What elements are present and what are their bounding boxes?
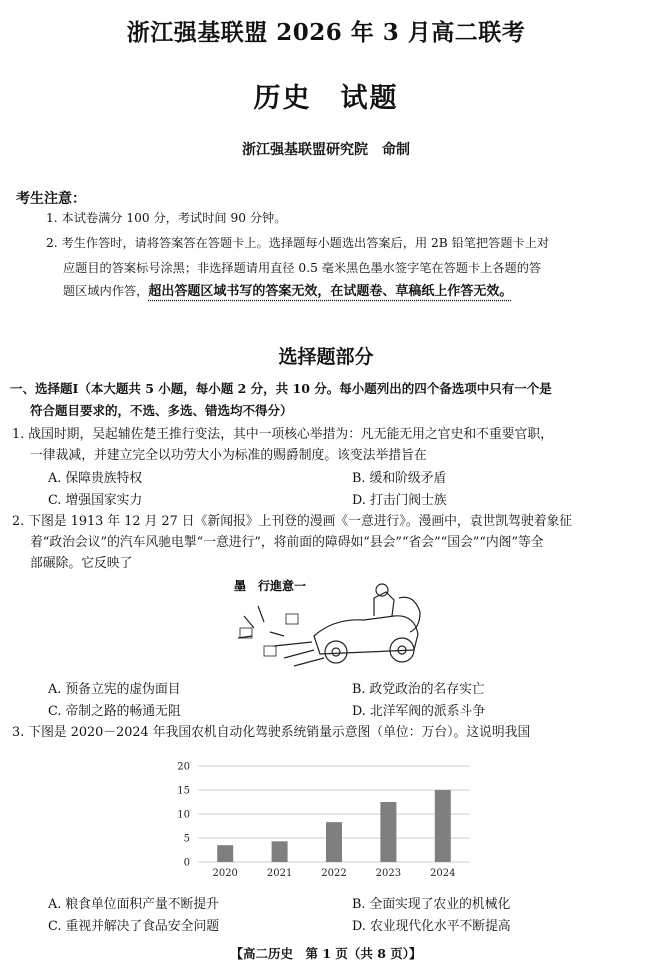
notice-item-2-cont: 应题目的答案标号涂黑；非选择题请用直径 0.5 毫米黑色墨水签字笔在答题卡上各题的答: [63, 261, 542, 275]
q2-line3: 部碾除。它反映了: [30, 556, 133, 571]
x-tick-label: 2023: [375, 868, 402, 879]
sales-bar-chart: [170, 760, 480, 882]
maker-line: 浙江强基联盟研究院 命制: [242, 142, 410, 158]
cartoon-scribbles: [240, 614, 298, 656]
q1-line1: 1. 战国时期，吴起辅佐楚王推行变法，其中一项核心举措为：凡无能无用之官史和不重要官职，: [12, 427, 553, 442]
notice-emphasis: 超出答题区域书写的答案无效，在试题卷、草稿纸上作答无效。: [148, 284, 513, 299]
q3-option-c: C. 重视并解决了食品安全问题: [48, 919, 220, 934]
x-tick-label: 2020: [212, 868, 238, 879]
page-footer: 【高二历史 第 1 页（共 8 页）】: [230, 946, 422, 961]
x-tick-label: 2024: [430, 868, 456, 879]
q3-line1: 3. 下图是 2020－2024 年我国农机自动化驾驶系统销量示意图（单位：万台）。这说明我国: [12, 725, 531, 740]
y-tick-label: 0: [183, 857, 190, 869]
bar-2024: [435, 790, 451, 862]
q1-option-c: C. 增强国家实力: [48, 493, 143, 508]
section-instructions-line2: 符合题目要求的，不选、多选、错选均不得分）: [30, 403, 293, 418]
q3-option-d: D. 农业现代化水平不断提高: [352, 919, 511, 934]
bar-2023: [380, 802, 396, 862]
q3-option-a: A. 粮食单位面积产量不断提升: [48, 897, 219, 912]
q1-option-a: A. 保障贵族特权: [48, 471, 143, 486]
q1-line2: 一律裁减，并建立完全以功劳大小为标准的赐爵制度。该变法举措旨在: [30, 448, 427, 463]
notice-plain-text: 题区域内作答，: [63, 284, 149, 298]
q2-option-b: B. 政党政治的名存实亡: [352, 682, 485, 697]
q2-option-a: A. 预备立宪的虚伪面目: [48, 682, 181, 697]
subject-title: 历史 试题: [253, 83, 399, 114]
y-tick-label: 15: [177, 785, 190, 797]
notice-item-2-last: [63, 283, 512, 300]
part-title: 选择题部分: [278, 346, 374, 368]
bar-2022: [326, 822, 342, 862]
x-tick-label: 2022: [321, 868, 347, 879]
exam-title: 浙江强基联盟 2026 年 3 月高二联考: [126, 19, 526, 46]
q1-option-d: D. 打击门阀士族: [352, 493, 447, 508]
y-tick-label: 20: [177, 761, 190, 773]
q2-line1: 2. 下图是 1913 年 12 月 27 日《新闻报》上刊登的漫画《一意进行》。漫画中，袁世凯驾驶着象征: [12, 514, 573, 529]
q2-option-d: D. 北洋军阀的派系斗争: [352, 704, 486, 719]
bar-2020: [217, 845, 233, 862]
notice-heading: 考生注意：: [16, 191, 86, 207]
x-tick-label: 2021: [266, 868, 293, 879]
q2-line2: 着“政治会议”的汽车风驰电掣“一意进行”，将前面的障碍如“县会”“省会”“国会”“内阁”等全: [30, 535, 544, 550]
cartoon-image: [224, 576, 428, 668]
section-instructions-line1: 一、选择题Ⅰ（本大题共 5 小题，每小题 2 分，共 10 分。每小题列出的四个备选项中只有一个是: [10, 381, 552, 396]
q3-option-b: B. 全面实现了农业的机械化: [352, 897, 511, 912]
notice-item-1: 1. 本试卷满分 100 分，考试时间 90 分钟。: [46, 211, 287, 225]
y-tick-label: 5: [183, 833, 190, 845]
q2-option-c: C. 帝制之路的畅通无阻: [48, 704, 181, 719]
bar-2021: [272, 841, 288, 862]
q1-option-b: B. 缓和阶级矛盾: [352, 471, 447, 486]
car-drawing: [238, 584, 420, 666]
y-tick-label: 10: [177, 809, 190, 821]
notice-item-2: 2. 考生作答时，请将答案答在答题卡上。选择题每小题选出答案后，用 2B 铅笔把答题卡上对: [46, 236, 550, 250]
cartoon-caption: 墨 行進意一: [234, 579, 307, 593]
